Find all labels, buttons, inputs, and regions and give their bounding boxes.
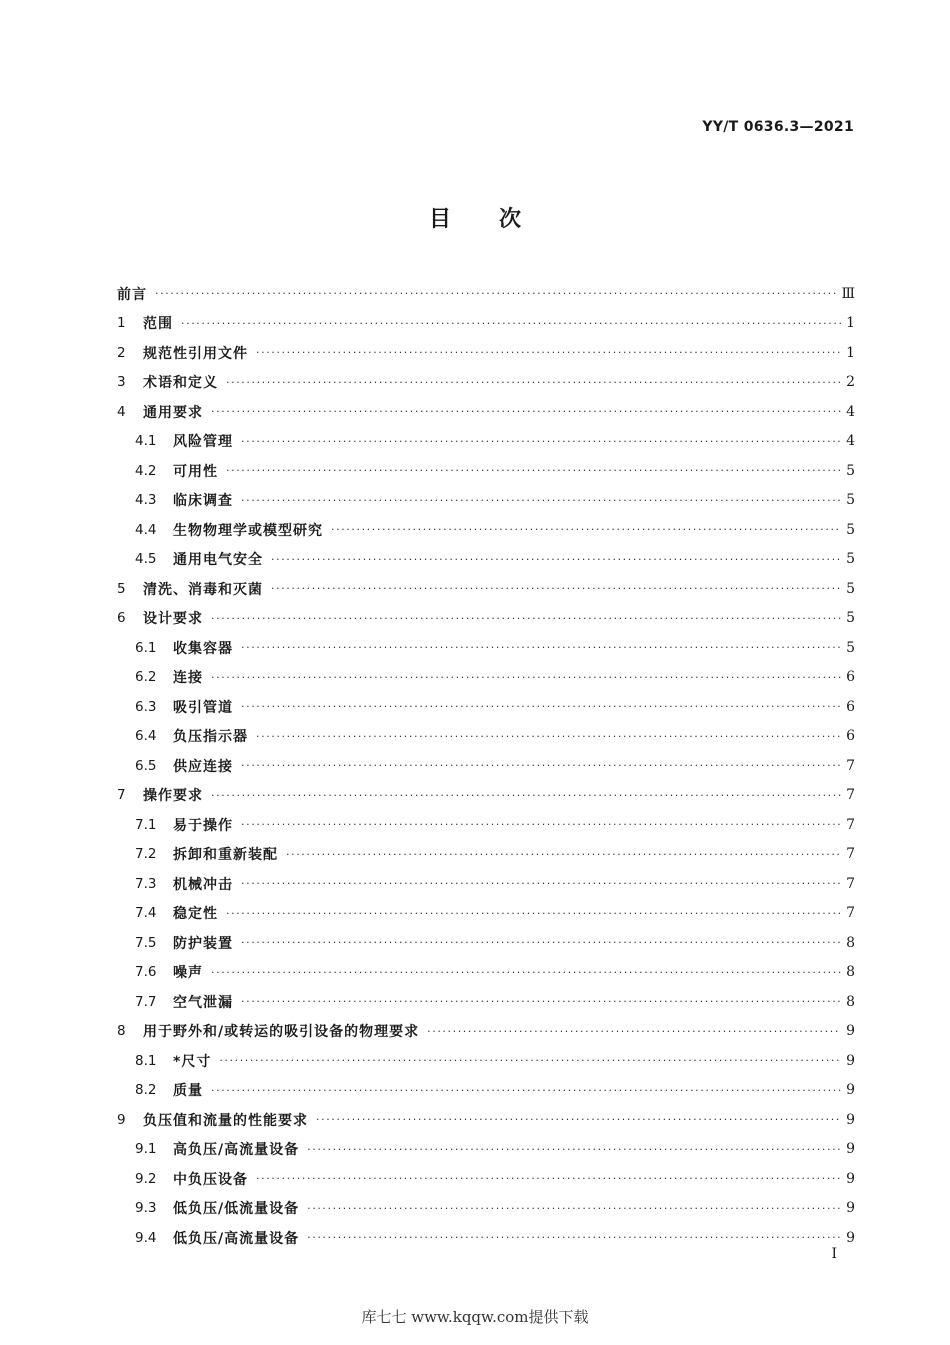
toc-entry[interactable] xyxy=(117,279,855,309)
toc-entry[interactable] xyxy=(117,1105,855,1135)
toc-entry[interactable] xyxy=(117,397,855,427)
toc-entry[interactable] xyxy=(117,515,855,545)
toc-dot-leader xyxy=(241,937,841,948)
toc-entry[interactable] xyxy=(117,456,855,486)
toc-entry[interactable] xyxy=(117,810,855,840)
toc-dot-leader xyxy=(241,642,841,653)
toc-entry-page: 5 xyxy=(846,492,855,509)
toc-entry-page: 1 xyxy=(846,315,855,332)
toc-entry-number: 8.2 xyxy=(135,1082,157,1099)
toc-entry-title: 负压值和流量的性能要求 xyxy=(143,1112,308,1129)
toc-dot-leader xyxy=(307,1232,841,1243)
toc-entry-title: 防护装置 xyxy=(173,935,233,952)
toc-entry-title: 风险管理 xyxy=(173,434,233,451)
toc-entry[interactable] xyxy=(117,751,855,781)
toc-entry-page: 9 xyxy=(846,1082,855,1099)
toc-entry-page: 9 xyxy=(846,1111,855,1128)
toc-entry-number: 9.3 xyxy=(135,1200,157,1217)
toc-entry[interactable] xyxy=(117,338,855,368)
toc-entry[interactable] xyxy=(117,722,855,752)
toc-entry-number: 7.6 xyxy=(135,964,157,981)
toc-entry-page: 8 xyxy=(846,993,855,1010)
toc-entry-page: 7 xyxy=(846,875,855,892)
toc-entry[interactable] xyxy=(117,899,855,929)
toc-entry-number: 7.7 xyxy=(135,993,157,1010)
toc-dot-leader xyxy=(241,760,841,771)
toc-entry-number: 9.2 xyxy=(135,1170,157,1187)
toc-entry-page: 5 xyxy=(846,462,855,479)
toc-dot-leader xyxy=(241,495,841,506)
toc-entry-title: 范围 xyxy=(143,316,173,333)
toc-entry-title: 清洗、消毒和灭菌 xyxy=(143,581,263,598)
toc-dot-leader xyxy=(271,583,841,594)
toc-entry-title: 连接 xyxy=(173,670,203,687)
toc-entry-title: 负压指示器 xyxy=(173,729,248,746)
toc-dot-leader xyxy=(286,849,841,860)
toc-entry-page: 5 xyxy=(846,580,855,597)
page-number: I xyxy=(831,1246,837,1262)
toc-dot-leader xyxy=(211,672,841,683)
toc-entry[interactable] xyxy=(117,692,855,722)
toc-dot-leader xyxy=(241,996,841,1007)
toc-entry[interactable] xyxy=(117,486,855,516)
toc-dot-leader xyxy=(271,554,841,565)
toc-entry-number: 4 xyxy=(117,403,126,420)
toc-dot-leader xyxy=(241,436,841,447)
toc-entry-page: 8 xyxy=(846,934,855,951)
toc-dot-leader xyxy=(241,819,841,830)
toc-entry[interactable] xyxy=(117,663,855,693)
toc-dot-leader xyxy=(307,1203,841,1214)
toc-entry-title: 稳定性 xyxy=(173,906,218,923)
toc-entry-page: 6 xyxy=(846,669,855,686)
toc-entry[interactable] xyxy=(117,928,855,958)
toc-dot-leader xyxy=(226,465,841,476)
toc-entry-title: 吸引管道 xyxy=(173,699,233,716)
toc-entry-number: 9.4 xyxy=(135,1229,157,1246)
toc-entry-page: 4 xyxy=(846,433,855,450)
toc-entry-title: 易于操作 xyxy=(173,817,233,834)
toc-dot-leader xyxy=(241,878,841,889)
toc-entry-title: 临床调查 xyxy=(173,493,233,510)
toc-entry-page: 5 xyxy=(846,551,855,568)
toc-entry-title: 操作要求 xyxy=(143,788,203,805)
toc-entry-title: 前言 xyxy=(117,286,147,303)
toc-entry[interactable] xyxy=(117,574,855,604)
toc-dot-leader xyxy=(307,1144,841,1155)
toc-entry-page: 1 xyxy=(846,344,855,361)
toc-entry-page: 4 xyxy=(846,403,855,420)
toc-dot-leader xyxy=(226,908,841,919)
toc-entry-page: 7 xyxy=(846,787,855,804)
toc-entry[interactable] xyxy=(117,1076,855,1106)
toc-dot-leader xyxy=(427,1026,841,1037)
toc-entry-title: *尺寸 xyxy=(173,1053,212,1070)
toc-entry-number: 4.3 xyxy=(135,492,157,509)
toc-entry-title: 可用性 xyxy=(173,463,218,480)
toc-entry-number: 4.5 xyxy=(135,551,157,568)
toc-dot-leader xyxy=(226,377,841,388)
toc-entry-number: 2 xyxy=(117,344,126,361)
toc-entry[interactable] xyxy=(117,427,855,457)
toc-entry[interactable] xyxy=(117,1164,855,1194)
toc-dot-leader xyxy=(211,790,841,801)
toc-entry-number: 6.3 xyxy=(135,698,157,715)
toc-entry-number: 4.2 xyxy=(135,462,157,479)
toc-entry-title: 高负压/高流量设备 xyxy=(173,1142,300,1159)
toc-entry-title: 规范性引用文件 xyxy=(143,345,248,362)
toc-entry-page: 9 xyxy=(846,1141,855,1158)
toc-entry-title: 质量 xyxy=(173,1083,203,1100)
toc-entry-title: 供应连接 xyxy=(173,758,233,775)
toc-entry-title: 通用电气安全 xyxy=(173,552,263,569)
toc-entry-title: 用于野外和/或转运的吸引设备的物理要求 xyxy=(143,1024,420,1041)
toc-entry-page: 7 xyxy=(846,757,855,774)
toc-dot-leader xyxy=(181,318,841,329)
toc-entry-number: 6.5 xyxy=(135,757,157,774)
toc-entry-number: 9 xyxy=(117,1111,126,1128)
toc-dot-leader xyxy=(241,701,841,712)
toc-entry-number: 4.1 xyxy=(135,433,157,450)
toc-entry[interactable] xyxy=(117,958,855,988)
toc-entry-page: 5 xyxy=(846,610,855,627)
toc-entry-title: 噪声 xyxy=(173,965,203,982)
table-of-contents xyxy=(117,279,855,1253)
toc-entry-title: 收集容器 xyxy=(173,640,233,657)
toc-entry-page: 5 xyxy=(846,639,855,656)
toc-dot-leader xyxy=(316,1114,841,1125)
toc-dot-leader xyxy=(211,1085,841,1096)
toc-entry[interactable] xyxy=(117,604,855,634)
toc-entry[interactable] xyxy=(117,368,855,398)
page-title: 目次 xyxy=(428,207,569,232)
toc-entry-number: 1 xyxy=(117,315,126,332)
toc-entry[interactable] xyxy=(117,1135,855,1165)
toc-entry-page: 5 xyxy=(846,521,855,538)
toc-dot-leader xyxy=(211,406,841,417)
toc-dot-leader xyxy=(331,524,841,535)
toc-entry-number: 6.1 xyxy=(135,639,157,656)
toc-entry-number: 9.1 xyxy=(135,1141,157,1158)
toc-entry-page: 8 xyxy=(846,964,855,981)
toc-entry-page: 9 xyxy=(846,1229,855,1246)
toc-entry-title: 低负压/高流量设备 xyxy=(173,1230,300,1247)
toc-entry-number: 3 xyxy=(117,374,126,391)
toc-entry[interactable] xyxy=(117,840,855,870)
toc-entry-number: 7.5 xyxy=(135,934,157,951)
toc-dot-leader xyxy=(211,613,841,624)
toc-entry-title: 中负压设备 xyxy=(173,1171,248,1188)
toc-entry-title: 机械冲击 xyxy=(173,876,233,893)
toc-entry[interactable] xyxy=(117,1194,855,1224)
toc-entry-number: 8 xyxy=(117,1023,126,1040)
toc-entry-number: 6.4 xyxy=(135,728,157,745)
toc-entry-page: 6 xyxy=(846,728,855,745)
standard-code: YY/T 0636.3—2021 xyxy=(702,119,854,135)
toc-entry-page: 7 xyxy=(846,905,855,922)
toc-entry-title: 拆卸和重新装配 xyxy=(173,847,278,864)
toc-entry[interactable] xyxy=(117,1017,855,1047)
toc-entry-title: 低负压/低流量设备 xyxy=(173,1201,300,1218)
toc-entry-number: 6.2 xyxy=(135,669,157,686)
toc-entry-title: 空气泄漏 xyxy=(173,994,233,1011)
toc-dot-leader xyxy=(155,288,837,299)
download-footer: 库七七 www.kqqw.com提供下载 xyxy=(361,1308,589,1326)
toc-entry-page: 9 xyxy=(846,1200,855,1217)
toc-entry-page: 9 xyxy=(846,1170,855,1187)
toc-entry-number: 4.4 xyxy=(135,521,157,538)
toc-dot-leader xyxy=(211,967,841,978)
toc-entry[interactable] xyxy=(117,309,855,339)
toc-entry-number: 7.2 xyxy=(135,846,157,863)
toc-dot-leader xyxy=(256,347,841,358)
toc-entry-page: Ⅲ xyxy=(841,285,855,302)
toc-entry-number: 7.1 xyxy=(135,816,157,833)
toc-entry[interactable] xyxy=(117,1223,855,1253)
toc-entry-number: 6 xyxy=(117,610,126,627)
toc-entry-title: 通用要求 xyxy=(143,404,203,421)
toc-entry-number: 5 xyxy=(117,580,126,597)
toc-dot-leader xyxy=(219,1055,841,1066)
toc-entry[interactable] xyxy=(117,1046,855,1076)
toc-entry-page: 7 xyxy=(846,816,855,833)
toc-entry-number: 7.3 xyxy=(135,875,157,892)
toc-dot-leader xyxy=(256,1173,841,1184)
toc-entry[interactable] xyxy=(117,545,855,575)
toc-entry-number: 8.1 xyxy=(135,1052,157,1069)
toc-entry-number: 7.4 xyxy=(135,905,157,922)
toc-entry-page: 2 xyxy=(846,374,855,391)
toc-entry[interactable] xyxy=(117,987,855,1017)
toc-entry-page: 9 xyxy=(846,1052,855,1069)
toc-entry-number: 7 xyxy=(117,787,126,804)
toc-entry[interactable] xyxy=(117,781,855,811)
toc-entry[interactable] xyxy=(117,869,855,899)
toc-entry-title: 术语和定义 xyxy=(143,375,218,392)
toc-entry-page: 6 xyxy=(846,698,855,715)
toc-dot-leader xyxy=(256,731,841,742)
toc-entry[interactable] xyxy=(117,633,855,663)
toc-entry-title: 设计要求 xyxy=(143,611,203,628)
toc-entry-page: 7 xyxy=(846,846,855,863)
toc-entry-title: 生物物理学或模型研究 xyxy=(173,522,323,539)
toc-entry-page: 9 xyxy=(846,1023,855,1040)
